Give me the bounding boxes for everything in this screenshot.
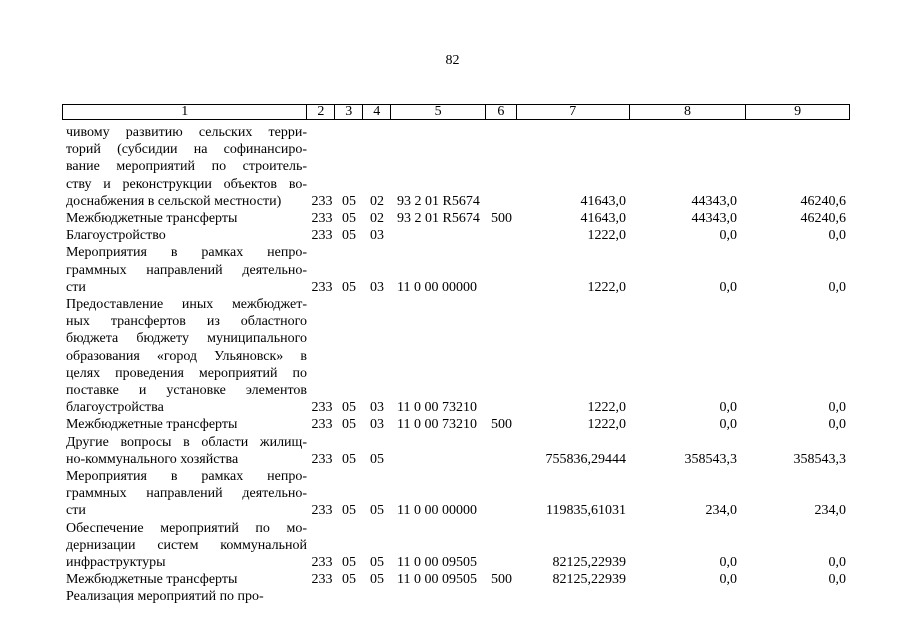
table-row (62, 244, 850, 296)
row-amount-col7: 82125,22939 (552, 572, 626, 588)
row-name (62, 296, 307, 416)
row-code-admin: 233 (311, 572, 333, 588)
table-row (62, 434, 850, 468)
row-code-section: 05 (342, 555, 356, 571)
row-code-subsection: 03 (370, 417, 384, 433)
row-code-subsection: 05 (370, 451, 384, 467)
header-col-9: 9 (794, 104, 802, 119)
row-code-subsection: 02 (370, 211, 384, 227)
row-code-target: 11 0 00 73210 (397, 400, 477, 416)
row-code-subsection: 05 (370, 503, 384, 519)
page-number: 82 (445, 53, 460, 68)
row-name-line: граммных направлений деятельно- (66, 262, 307, 278)
row-amount-col9: 0,0 (828, 555, 846, 571)
row-code-subsection: 03 (370, 400, 384, 416)
row-name-line: Обеспечение мероприятий по мо- (66, 520, 307, 536)
row-name (62, 434, 307, 468)
row-amount-col9: 0,0 (828, 400, 846, 416)
row-name-line: Другие вопросы в области жилищ- (66, 434, 307, 450)
row-name (62, 124, 307, 210)
table-row (62, 416, 850, 433)
row-code-target: 93 2 01 R5674 (397, 193, 480, 209)
row-code-section: 05 (342, 279, 356, 295)
row-name-line: бюджета бюджету муниципального (66, 331, 307, 347)
row-code-admin: 233 (311, 400, 333, 416)
row-code-section: 05 (342, 211, 356, 227)
row-code-target: 11 0 00 73210 (397, 417, 477, 433)
row-amount-col9: 46240,6 (800, 211, 846, 227)
row-amount-col8: 0,0 (719, 400, 737, 416)
table-row (62, 468, 850, 520)
row-code-expense-type: 500 (491, 417, 512, 433)
row-name-line: целях проведения мероприятий по (66, 365, 307, 381)
row-name-line: Мероприятия в рамках непро- (66, 469, 307, 485)
row-name (62, 571, 307, 588)
header-col-7: 7 (517, 105, 630, 119)
row-amount-col8: 234,0 (705, 503, 737, 519)
table-row (62, 520, 850, 572)
row-code-admin: 233 (311, 503, 333, 519)
row-amount-col9: 358543,3 (793, 451, 846, 467)
row-name-line: инфраструктуры (66, 555, 166, 571)
row-amount-col7: 119835,61031 (546, 503, 626, 519)
row-code-admin: 233 (311, 451, 333, 467)
row-amount-col9: 0,0 (828, 572, 846, 588)
row-name-line: Реализация мероприятий по про- (66, 589, 264, 605)
row-code-admin: 233 (311, 555, 333, 571)
table-row (62, 296, 850, 416)
row-amount-col9: 0,0 (828, 279, 846, 295)
table-body (62, 124, 850, 606)
row-name-line: Предоставление иных межбюджет- (66, 297, 307, 313)
row-amount-col9: 0,0 (828, 417, 846, 433)
row-name (62, 210, 307, 227)
row-code-target: 11 0 00 00000 (397, 279, 477, 295)
table-header (62, 104, 850, 120)
row-name (62, 227, 307, 244)
row-code-target: 11 0 00 00000 (397, 503, 477, 519)
header-col-4: 4 (363, 105, 391, 119)
row-amount-col9: 46240,6 (800, 193, 846, 209)
row-name-line: чивому развитию сельских терри- (66, 125, 307, 140)
header-col-6: 6 (486, 105, 517, 119)
row-name-line: дернизации систем коммунальной (66, 537, 307, 553)
row-amount-col7: 755836,29444 (545, 451, 626, 467)
header-col-8: 8 (630, 105, 747, 119)
row-amount-col8: 358543,3 (684, 451, 737, 467)
row-name-line: сти (66, 279, 86, 295)
header-col-2: 2 (307, 105, 335, 119)
row-name (62, 520, 307, 572)
row-amount-col7: 41643,0 (580, 193, 626, 209)
row-code-admin: 233 (311, 193, 333, 209)
table-row (62, 227, 850, 244)
row-code-expense-type: 500 (491, 572, 512, 588)
row-name-line: сти (66, 503, 86, 519)
row-amount-col8: 44343,0 (691, 211, 737, 227)
row-name-line: поставке и установке элементов (66, 383, 307, 399)
row-code-section: 05 (342, 417, 356, 433)
row-amount-col7: 1222,0 (587, 400, 626, 416)
row-name-line: граммных направлений деятельно- (66, 486, 307, 502)
row-code-admin: 233 (311, 228, 333, 244)
row-name-line: вание мероприятий по строитель- (66, 159, 307, 175)
row-code-section: 05 (342, 503, 356, 519)
row-code-section: 05 (342, 451, 356, 467)
row-amount-col8: 0,0 (719, 279, 737, 295)
row-amount-col7: 1222,0 (587, 228, 626, 244)
row-name-line: торий (субсидии на софинансиро- (66, 142, 307, 158)
row-name-line: Межбюджетные трансферты (66, 211, 238, 227)
table-row (62, 210, 850, 227)
row-amount-col7: 1222,0 (587, 279, 626, 295)
row-code-subsection: 05 (370, 555, 384, 571)
table-row (62, 588, 850, 605)
row-amount-col8: 0,0 (719, 417, 737, 433)
row-amount-col7: 1222,0 (587, 417, 626, 433)
table-row (62, 124, 850, 210)
row-name-line: образования «город Ульяновск» в (66, 348, 307, 364)
row-amount-col9: 234,0 (814, 503, 846, 519)
table-row (62, 571, 850, 588)
row-code-target: 11 0 00 09505 (397, 555, 477, 571)
row-code-admin: 233 (311, 279, 333, 295)
row-code-target: 93 2 01 R5674 (397, 211, 480, 227)
row-amount-col8: 0,0 (719, 572, 737, 588)
row-name (62, 588, 307, 605)
row-code-subsection: 05 (370, 572, 384, 588)
row-name (62, 244, 307, 296)
row-name-line: Межбюджетные трансферты (66, 572, 238, 588)
row-name-line: ных трансфертов из областного (66, 314, 307, 330)
row-amount-col9: 0,0 (828, 228, 846, 244)
row-code-subsection: 02 (370, 193, 384, 209)
row-code-section: 05 (342, 228, 356, 244)
header-col-3: 3 (335, 105, 363, 119)
row-code-section: 05 (342, 193, 356, 209)
row-code-subsection: 03 (370, 228, 384, 244)
header-col-5: 5 (391, 105, 486, 119)
row-amount-col8: 0,0 (719, 228, 737, 244)
row-name-line: Благоустройство (66, 228, 166, 244)
row-name (62, 416, 307, 433)
row-code-section: 05 (342, 572, 356, 588)
row-amount-col7: 82125,22939 (552, 555, 626, 571)
row-name-line: но-коммунального хозяйства (66, 451, 239, 467)
header-col-1: 1 (63, 105, 307, 119)
row-amount-col8: 0,0 (719, 555, 737, 571)
row-name-line: благоустройства (66, 400, 164, 416)
row-code-section: 05 (342, 400, 356, 416)
row-name-line: ству и реконструкции объектов во- (66, 176, 307, 192)
row-amount-col8: 44343,0 (691, 193, 737, 209)
row-code-admin: 233 (311, 417, 333, 433)
row-name-line: доснабжения в сельской местности) (66, 193, 282, 209)
row-name-line: Мероприятия в рамках непро- (66, 245, 307, 261)
row-code-subsection: 03 (370, 279, 384, 295)
row-name-line: Межбюджетные трансферты (66, 417, 238, 433)
row-name (62, 468, 307, 520)
row-amount-col7: 41643,0 (580, 211, 626, 227)
row-code-expense-type: 500 (491, 211, 512, 227)
row-code-admin: 233 (311, 211, 333, 227)
row-code-target: 11 0 00 09505 (397, 572, 477, 588)
